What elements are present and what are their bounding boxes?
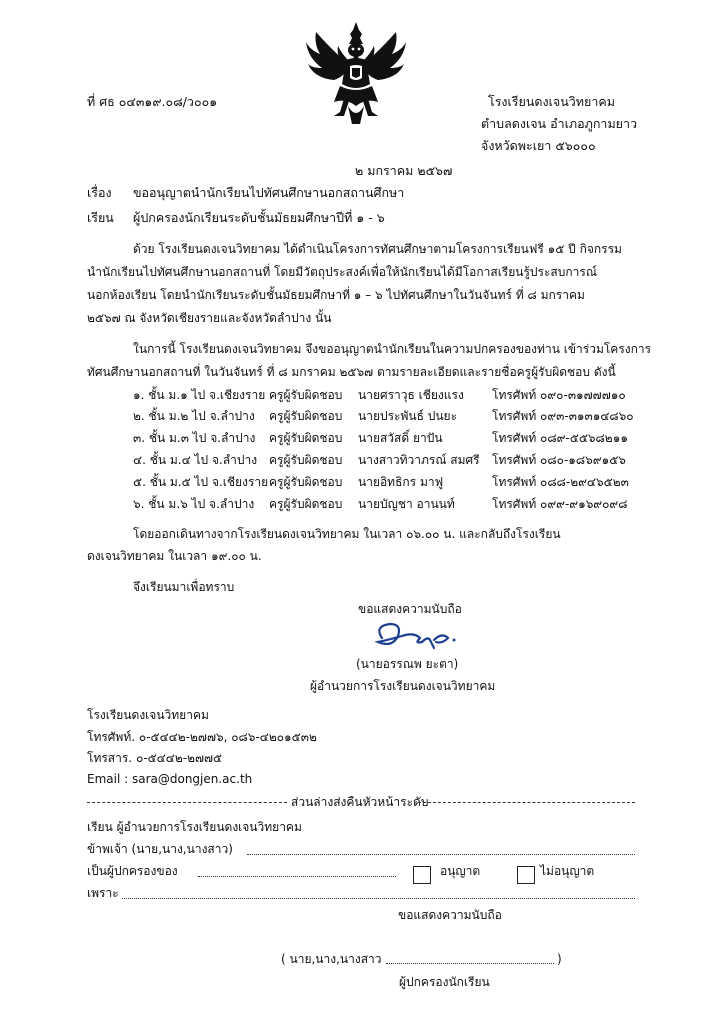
recipient-text: ผู้ปกครองนักเรียนระดับชั้นมัธยมศึกษาปีที่ ๑ - ๖: [133, 210, 385, 225]
trip-role: ครูผู้รับผิดชอบ: [269, 475, 343, 489]
reply-regards: ขอแสดงความนับถือ: [398, 908, 502, 922]
reply-to-line: เรียน ผู้อำนวยการโรงเรียนดงเจนวิทยาคม: [87, 820, 302, 834]
trip-role: ครูผู้รับผิดชอบ: [269, 497, 343, 511]
trip-class: ๓. ชั้น ม.๓ ไป จ.ลำปาง: [133, 431, 256, 445]
recipient-label: เรียน: [87, 210, 114, 225]
cut-line-right: [418, 802, 635, 803]
contact-fax: โทรสาร. ๐-๕๔๔๒-๒๗๗๕: [87, 751, 223, 765]
school-name-header: โรงเรียนดงเจนวิทยาคม: [488, 94, 615, 109]
trip-role: ครูผู้รับผิดชอบ: [269, 388, 343, 402]
trip-class: ๔. ชั้น ม.๔ ไป จ.ลำปาง: [133, 453, 258, 467]
trip-class: ๕. ชั้น ม.๕ ไป จ.เชียงราย: [133, 475, 269, 489]
paragraph-1-line-1: ด้วย โรงเรียนดงเจนวิทยาคม ได้ดำเนินโครงการทัศนศึกษาตามโครงการเรียนฟรี ๑๕ ปี กิจกรรม: [133, 242, 622, 256]
trip-teacher: นายสวัสดิ์ ยาปัน: [358, 431, 443, 445]
deny-label: ไม่อนุญาต: [540, 864, 595, 878]
address-line-3: จังหวัดพะเยา ๕๖๐๐๐: [481, 138, 596, 153]
reply-guardian-label: เป็นผู้ปกครองของ: [87, 864, 178, 878]
reply-sign-name-field[interactable]: [386, 963, 554, 964]
letter-date: ๒ มกราคม ๒๕๖๗: [355, 163, 453, 178]
trip-phone: โทรศัพท์ ๐๘๙-๕๕๖๘๒๑๑: [492, 431, 628, 445]
trip-teacher: นายประพันธ์ ปนยะ: [358, 409, 458, 423]
trip-phone: โทรศัพท์ ๐๙๓-๓๑๓๑๔๘๖๐: [492, 409, 634, 423]
trip-phone: โทรศัพท์ ๐๘๐-๑๘๖๙๑๕๖: [492, 453, 626, 467]
paragraph-1-line-4: ๒๕๖๗ ณ จังหวัดเชียงรายและจังหวัดลำปาง นั้น: [87, 311, 332, 325]
trip-class: ๖. ชั้น ม.๖ ไป จ.ลำปาง: [133, 497, 255, 511]
paragraph-3-line-2: ดงเจนวิทยาคม ในเวลา ๑๙.๐๐ น.: [87, 549, 262, 563]
paragraph-2-line-2: ทัศนศึกษานอกสถานที่ ในวันจันทร์ ที่ ๘ มกราคม ๒๕๖๗ ตามรายละเอียดและรายชื่อครูผู้รับผิดชอบ ดังนี้: [87, 365, 616, 379]
subject-text: ขออนุญาตนำนักเรียนไปทัศนศึกษานอกสถานศึกษา: [133, 185, 405, 200]
reply-name-field[interactable]: [247, 854, 635, 855]
reply-name-label: ข้าพเจ้า (นาย,นาง,นางสาว): [87, 842, 233, 856]
closing-line: จึงเรียนมาเพื่อทราบ: [133, 580, 235, 594]
cut-line-left: [87, 802, 287, 803]
trip-phone: โทรศัพท์ ๐๘๘-๒๙๔๖๕๒๓: [492, 475, 629, 489]
trip-role: ครูผู้รับผิดชอบ: [269, 431, 343, 445]
contact-school: โรงเรียนดงเจนวิทยาคม: [87, 708, 209, 722]
cut-line-label: ส่วนล่างส่งคืนหัวหน้าระดับ: [291, 795, 429, 809]
trip-teacher: นางสาวทิวาภรณ์ สมศรี: [358, 453, 480, 467]
address-line-2: ตำบลดงเจน อำเภอภูกามยาว: [481, 116, 638, 131]
paragraph-3-line-1: โดยออกเดินทางจากโรงเรียนดงเจนวิทยาคม ในเวลา ๐๖.๐๐ น. และกลับถึงโรงเรียน: [133, 527, 561, 541]
trip-phone: โทรศัพท์ ๐๙๙-๙๑๖๙๐๙๘: [492, 497, 628, 511]
reply-sign-name-close: ): [557, 952, 562, 966]
signer-name: (นายอรรณพ ยะตา): [356, 657, 459, 671]
document-number: ที่ ศธ ๐๔๓๑๙.๐๘/ว๐๐๑: [87, 94, 218, 109]
trip-teacher: นายบัญชา อานนท์: [358, 497, 455, 511]
regards-text: ขอแสดงความนับถือ: [358, 602, 462, 616]
trip-role: ครูผู้รับผิดชอบ: [269, 453, 343, 467]
reply-reason-label: เพราะ: [87, 886, 119, 900]
reply-reason-field[interactable]: [122, 898, 635, 899]
paragraph-1-line-3: นอกห้องเรียน โดยนำนักเรียนระดับชั้นมัธยมศึกษาที่ ๑ – ๖ ไปทัศนศึกษาในวันจันทร์ ที่ ๘ มกราคม: [87, 288, 585, 302]
paragraph-2-line-1: ในการนี้ โรงเรียนดงเจนวิทยาคม จึงขออนุญาตนำนักเรียนในความปกครองของท่าน เข้าร่วมโครงการ: [133, 342, 652, 356]
subject-label: เรื่อง: [87, 185, 112, 200]
trip-teacher: นายอิทธิกร มาฟู: [358, 475, 444, 489]
signer-title: ผู้อำนวยการโรงเรียนดงเจนวิทยาคม: [310, 679, 496, 693]
trip-role: ครูผู้รับผิดชอบ: [269, 409, 343, 423]
trip-class: ๒. ชั้น ม.๒ ไป จ.ลำปาง: [133, 409, 255, 423]
trip-teacher: นายศราวุธ เชียงแรง: [358, 388, 464, 402]
contact-phone: โทรศัพท์. ๐-๕๔๔๒-๒๗๗๖, ๐๘๖-๔๒๐๑๕๓๒: [87, 730, 317, 744]
allow-label: อนุญาต: [440, 864, 481, 878]
trip-class: ๑. ชั้น ม.๑ ไป จ.เชียงราย: [133, 388, 266, 402]
reply-sign-name-open: ( นาย,นาง,นางสาว: [281, 952, 382, 966]
garuda-emblem-icon: [300, 20, 412, 128]
allow-checkbox[interactable]: [413, 866, 431, 884]
trip-phone: โทรศัพท์ ๐๙๐-๓๑๗๗๗๑๐: [492, 388, 626, 402]
handwritten-signature: [368, 618, 468, 657]
contact-email: Email : sara@dongjen.ac.th: [87, 772, 253, 786]
paragraph-1-line-2: นำนักเรียนไปทัศนศึกษานอกสถานที่ โดยมีวัตถุประสงค์เพื่อให้นักเรียนได้มีโอกาสเรียนรู้ประสบการณ์: [87, 265, 597, 279]
reply-guardian-field[interactable]: [198, 876, 396, 877]
deny-checkbox[interactable]: [517, 866, 535, 884]
reply-sign-title: ผู้ปกครองนักเรียน: [399, 975, 490, 989]
